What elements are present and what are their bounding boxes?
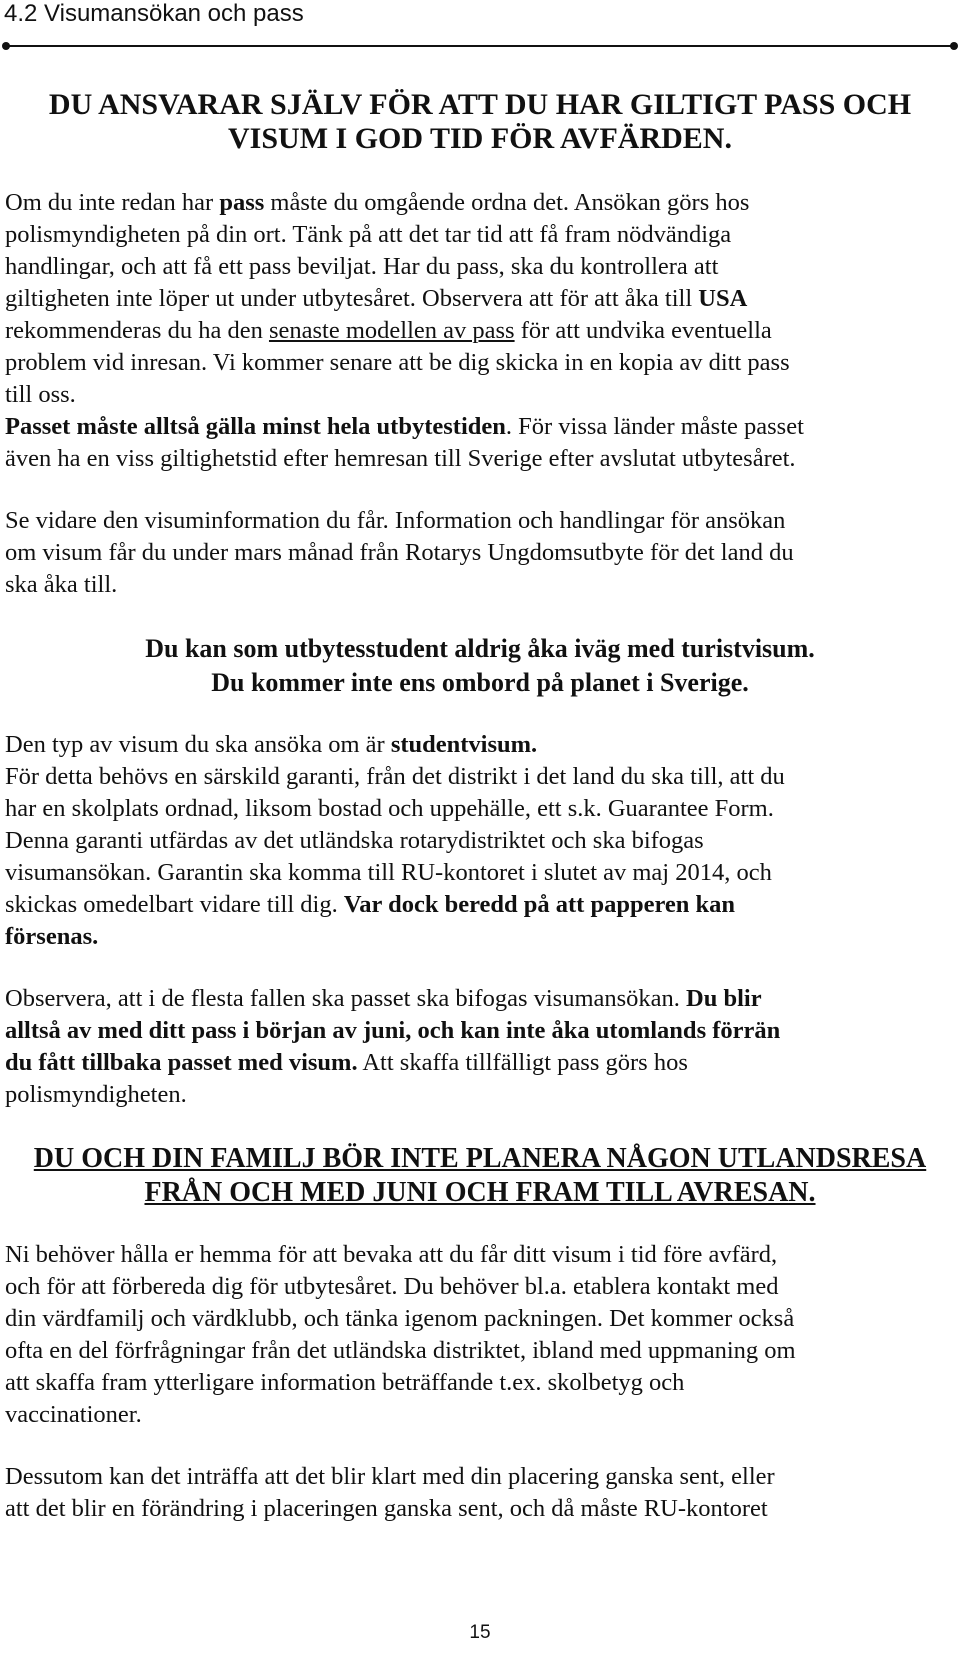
p3-line-5: visumansökan. Garantin ska komma till RU-kontoret i slutet av maj 2014, och	[5, 859, 772, 886]
p1-line-8: Passet måste alltså gälla minst hela utbytestiden. För vissa länder måste passet	[5, 413, 804, 440]
notice-line-2: Du kommer inte ens ombord på planet i Sverige.	[211, 668, 749, 697]
notice-line-1: Du kan som utbytesstudent aldrig åka iväg med turistvisum.	[145, 634, 815, 663]
p2-line-1: Se vidare den visuminformation du får. Information och handlingar för ansökan	[5, 507, 786, 534]
p6-line-1: Dessutom kan det inträffa att det blir klart med din placering ganska sent, eller	[5, 1463, 775, 1490]
p1-line-6: problem vid inresan. Vi kommer senare att be dig skicka in en kopia av ditt pass	[5, 349, 790, 376]
p3-line-4: Denna garanti utfärdas av det utländska rotarydistriktet och ska bifogas	[5, 827, 704, 854]
p5-line-1: Ni behöver hålla er hemma för att bevaka att du får ditt visum i tid före avfärd,	[5, 1241, 778, 1268]
p3-line-7: försenas.	[5, 923, 99, 950]
p5-line-6: vaccinationer.	[5, 1401, 142, 1428]
p3-line-1: Den typ av visum du ska ansöka om är studentvisum.	[5, 731, 538, 758]
p5-line-5: att skaffa fram ytterligare information beträffande t.ex. skolbetyg och	[5, 1369, 685, 1396]
travel-warning-line-1: DU OCH DIN FAMILJ BÖR INTE PLANERA NÅGON UTLANDSRESA	[33, 1143, 927, 1174]
warning-line-2: VISUM I GOD TID FÖR AVFÄRDEN.	[228, 122, 732, 155]
p1-line-1: Om du inte redan har pass måste du omgående ordna det. Ansökan görs hos	[5, 189, 750, 216]
p4-line-3: du fått tillbaka passet med visum. Att skaffa tillfälligt pass görs hos	[5, 1049, 688, 1076]
p5-line-2: och för att förbereda dig för utbytesåret. Du behöver bl.a. etablera kontakt med	[5, 1273, 779, 1300]
p4-line-4: polismyndigheten.	[5, 1081, 187, 1108]
p2-line-2: om visum får du under mars månad från Rotarys Ungdomsutbyte för det land du	[5, 539, 794, 566]
p5-line-3: din värdfamilj och värdklubb, och tänka igenom packningen. Det kommer också	[5, 1305, 795, 1332]
p4-line-2: alltså av med ditt pass i början av juni, och kan inte åka utomlands förrän	[5, 1017, 781, 1044]
warning-line-1: DU ANSVARAR SJÄLV FÖR ATT DU HAR GILTIGT PASS OCH	[48, 88, 912, 121]
p3-line-6: skickas omedelbart vidare till dig. Var dock beredd på att papperen kan	[5, 891, 736, 918]
p2-line-3: ska åka till.	[5, 571, 118, 598]
p1-line-7: till oss.	[5, 381, 76, 408]
p3-line-3: har en skolplats ordnad, liksom bostad och uppehälle, ett s.k. Guarantee Form.	[5, 795, 774, 822]
travel-warning-line-2: FRÅN OCH MED JUNI OCH FRAM TILL AVRESAN.	[144, 1177, 816, 1208]
section-heading: 4.2 Visumansökan och pass	[4, 0, 304, 27]
p6-line-2: att det blir en förändring i placeringen ganska sent, och då måste RU-kontoret	[5, 1495, 768, 1522]
p1-line-3: handlingar, och att få ett pass beviljat. Har du pass, ska du kontrollera att	[5, 253, 719, 280]
passport-model-emphasis: senaste modellen av pass	[268, 317, 515, 344]
p1-line-4: giltigheten inte löper ut under utbytesåret. Observera att för att åka till USA	[5, 285, 748, 312]
p1-line-2: polismyndigheten på din ort. Tänk på att det tar tid att få fram nödvändiga	[5, 221, 732, 248]
p1-line-9: även ha en viss giltighetstid efter hemresan till Sverige efter avslutat utbytesåret.	[5, 445, 796, 472]
p1-line-5: rekommenderas du ha den senaste modellen av pass för att undvika eventuella	[5, 317, 772, 344]
page-number: 15	[469, 1622, 491, 1643]
p4-line-1: Observera, att i de flesta fallen ska passet ska bifogas visumansökan. Du blir	[5, 985, 762, 1012]
p5-line-4: ofta en del förfrågningar från det utländska distriktet, ibland med uppmaning om	[5, 1337, 796, 1364]
heading-divider	[6, 45, 954, 47]
p3-line-2: För detta behövs en särskild garanti, från det distrikt i det land du ska till, att du	[5, 763, 785, 790]
